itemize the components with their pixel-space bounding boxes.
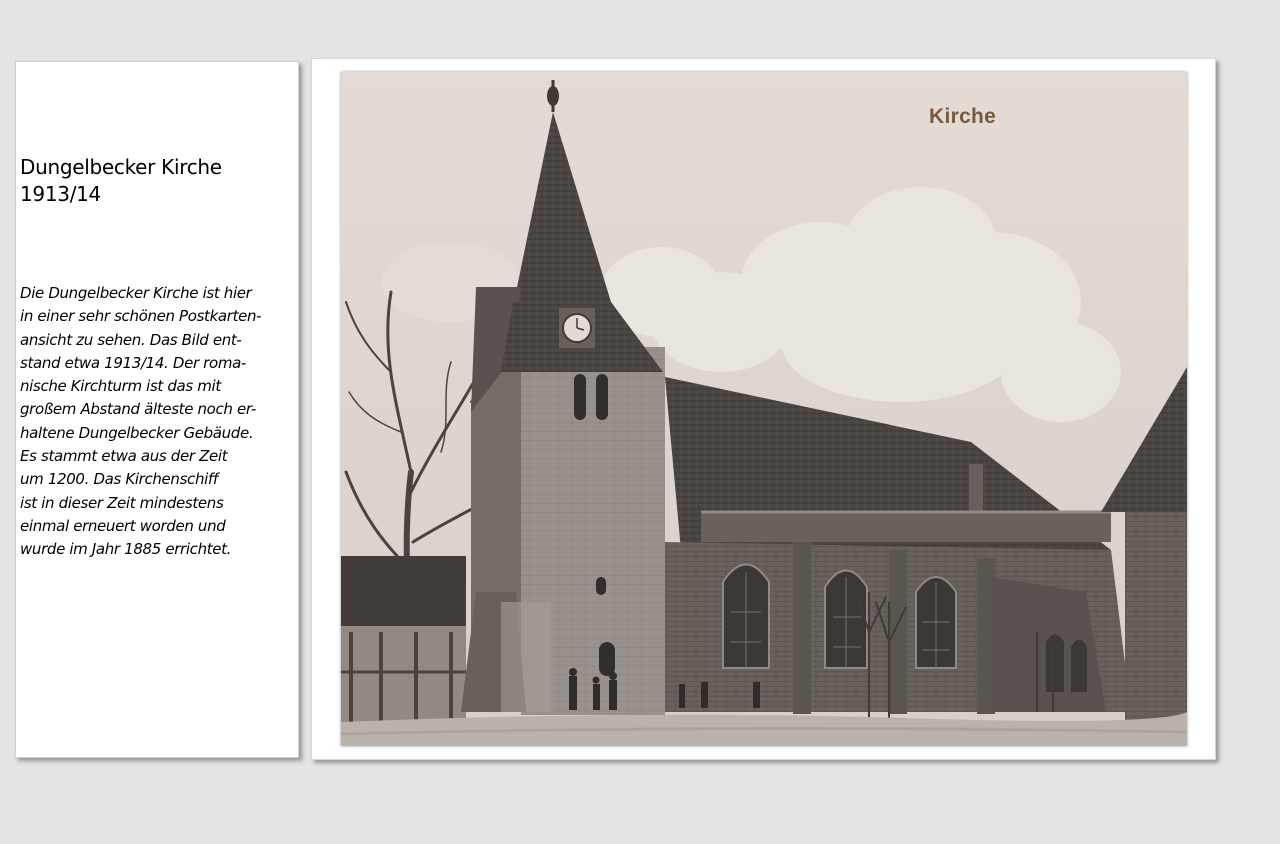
caption-body — [20, 282, 292, 562]
title-line-date: 1913/14 — [20, 182, 101, 206]
caption-line: Die Dungelbecker Kirche ist hier — [20, 284, 252, 302]
caption-line: ansicht zu sehen. Das Bild ent- — [20, 330, 242, 349]
church-postcard-photo — [341, 72, 1187, 746]
caption-line: ist in dieser Zeit mindestens — [20, 493, 224, 512]
church-illustration — [341, 72, 1187, 746]
page-title — [20, 154, 290, 208]
caption-line: in einer sehr schönen Postkarten- — [20, 307, 262, 326]
caption-panel — [15, 61, 299, 758]
caption-line: um 1200. Das Kirchenschiff — [20, 470, 218, 489]
caption-line: wurde im Jahr 1885 errichtet. — [20, 540, 232, 559]
caption-line: großem Abstand älteste noch er- — [20, 400, 256, 419]
title-line-name: Dungelbecker Kirche — [20, 155, 222, 179]
caption-line: Es stammt etwa aus der Zeit — [20, 447, 228, 466]
caption-line: einmal erneuert worden und — [20, 516, 226, 535]
caption-line: nische Kirchturm ist das mit — [20, 377, 221, 396]
caption-line: stand etwa 1913/14. Der roma- — [20, 353, 246, 372]
photo-frame — [311, 58, 1216, 760]
caption-line: haltene Dungelbecker Gebäude. — [20, 423, 254, 442]
photo-label: Kirche — [929, 105, 997, 128]
